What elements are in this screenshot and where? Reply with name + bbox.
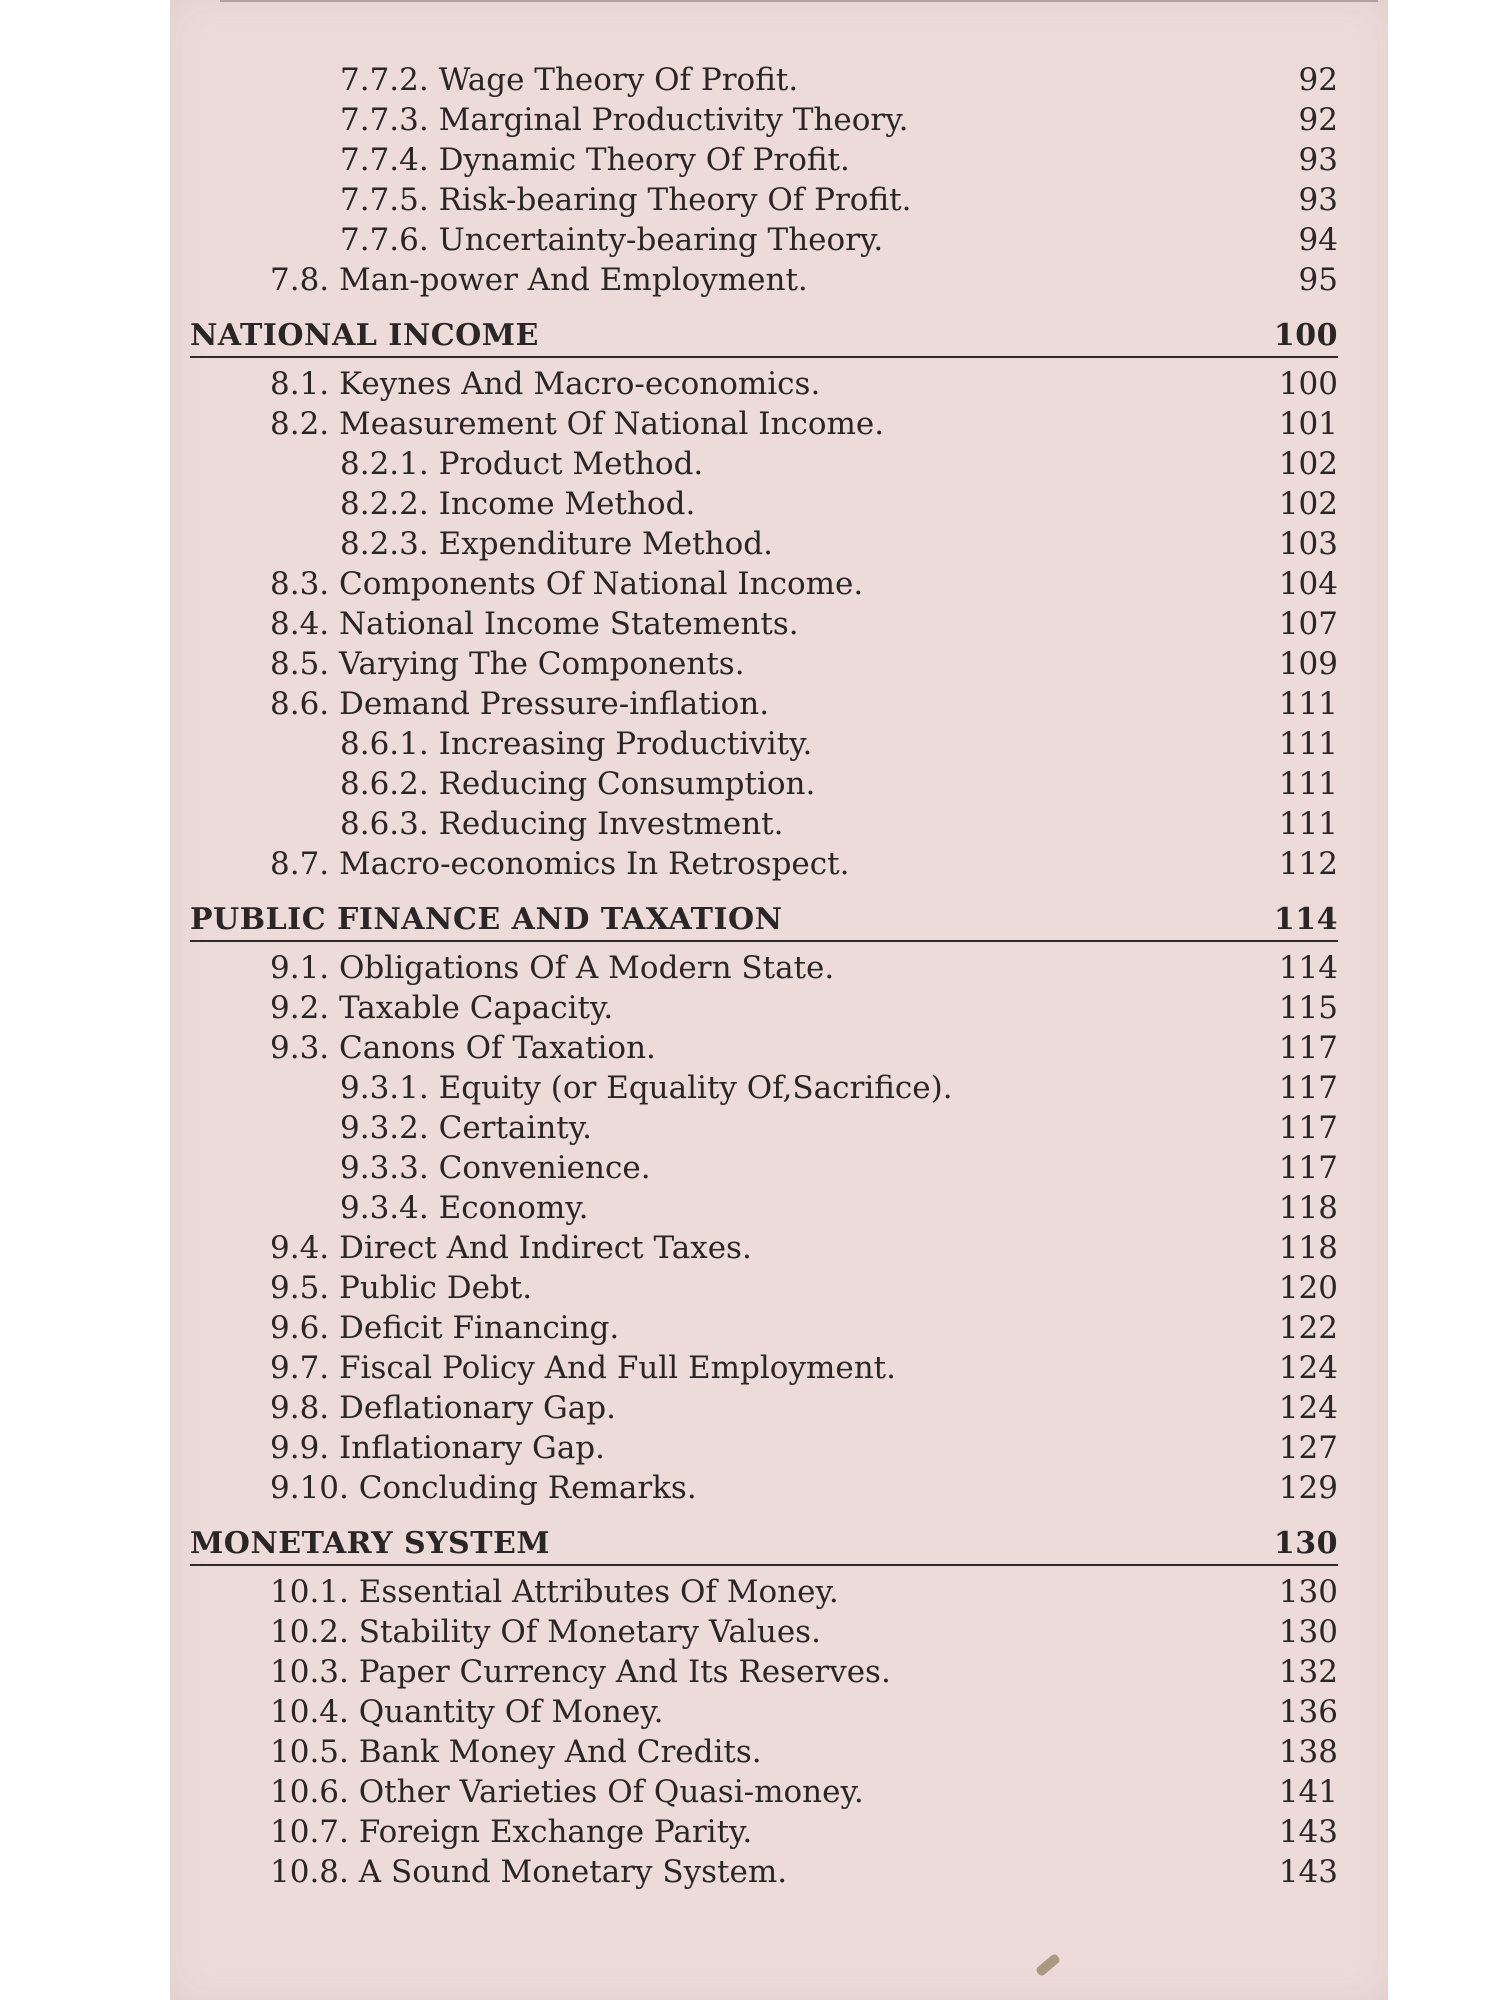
toc-entry-page: 118	[1278, 1230, 1338, 1266]
toc-entry-title	[270, 948, 834, 988]
table-of-contents	[190, 60, 1338, 1892]
toc-entry-number: 8.2.	[270, 406, 330, 442]
toc-entry-title	[270, 644, 745, 684]
toc-entry	[190, 1852, 1338, 1892]
toc-entry-text: Essential Attributes Of Money.	[358, 1574, 839, 1610]
toc-entry-page: 93	[1298, 182, 1338, 218]
toc-entry	[190, 1732, 1338, 1772]
toc-entry-number: 8.7.	[270, 846, 330, 882]
toc-entry-text: Demand Pressure-inflation.	[339, 686, 770, 722]
toc-entry-text: Product Method.	[438, 446, 704, 482]
toc-entry-title	[270, 1692, 663, 1732]
toc-entry-title	[340, 220, 883, 260]
toc-entry-number: 10.5.	[270, 1734, 349, 1770]
toc-entry-text: Paper Currency And Its Reserves.	[358, 1654, 891, 1690]
toc-entry-title	[270, 1228, 752, 1268]
toc-entry-page: 132	[1278, 1654, 1338, 1690]
toc-entry	[190, 764, 1338, 804]
toc-entry-title	[270, 364, 820, 404]
chapter-title: PUBLIC FINANCE AND TAXATION	[190, 902, 783, 937]
chapter-title: MONETARY SYSTEM	[190, 1526, 551, 1561]
toc-entry-text: Direct And Indirect Taxes.	[339, 1230, 752, 1266]
toc-entry-page: 111	[1278, 726, 1338, 762]
toc-entry-text: Canons Of Taxation.	[339, 1030, 656, 1066]
toc-entry-number: 8.5.	[270, 646, 330, 682]
toc-entry-number: 9.9.	[270, 1430, 330, 1466]
toc-entry-text: Other Varieties Of Quasi-money.	[358, 1774, 864, 1810]
chapter-heading	[190, 1524, 1338, 1566]
toc-entry-title	[270, 1428, 605, 1468]
toc-entry	[190, 1068, 1338, 1108]
toc-entry-title	[270, 260, 808, 300]
toc-entry-title	[340, 60, 798, 100]
toc-entry	[190, 724, 1338, 764]
toc-entry-text: Taxable Capacity.	[339, 990, 614, 1026]
toc-entry-page: 101	[1278, 406, 1338, 442]
toc-entry-page: 122	[1278, 1310, 1338, 1346]
chapter-heading	[190, 900, 1338, 942]
toc-entry-number: 10.1.	[270, 1574, 349, 1610]
toc-entry-number: 8.6.3.	[340, 806, 429, 842]
toc-entry-page: 107	[1278, 606, 1338, 642]
toc-entry-title	[270, 1268, 532, 1308]
toc-entry-title	[270, 1852, 787, 1892]
toc-entry-number: 8.4.	[270, 606, 330, 642]
toc-entry-number: 9.8.	[270, 1390, 330, 1426]
toc-entry	[190, 1812, 1338, 1852]
toc-entry-page: 111	[1278, 766, 1338, 802]
toc-entry-text: Inflationary Gap.	[339, 1430, 605, 1466]
toc-entry-page: 111	[1278, 806, 1338, 842]
toc-entry-title	[340, 804, 783, 844]
toc-entry-title	[340, 724, 812, 764]
toc-entry-page: 124	[1278, 1390, 1338, 1426]
toc-entry-text: A Sound Monetary System.	[358, 1854, 788, 1890]
toc-entry-title	[270, 1732, 762, 1772]
toc-entry-page: 130	[1278, 1574, 1338, 1610]
toc-entry	[190, 844, 1338, 884]
toc-entry	[190, 364, 1338, 404]
toc-entry-number: 9.3.2.	[340, 1110, 429, 1146]
toc-entry	[190, 524, 1338, 564]
toc-entry	[190, 1148, 1338, 1188]
toc-entry	[190, 1652, 1338, 1692]
toc-entry-text: Deficit Financing.	[339, 1310, 620, 1346]
toc-entry-number: 8.2.1.	[340, 446, 429, 482]
toc-entry	[190, 260, 1338, 300]
toc-entry-number: 8.2.3.	[340, 526, 429, 562]
toc-entry-title	[340, 524, 773, 564]
toc-entry	[190, 1308, 1338, 1348]
toc-entry-title	[270, 1812, 752, 1852]
toc-entry-page: 138	[1278, 1734, 1338, 1770]
page-blemish	[1035, 1953, 1061, 1977]
toc-entry-page: 130	[1278, 1614, 1338, 1650]
toc-entry-text: Obligations Of A Modern State.	[339, 950, 835, 986]
toc-entry-number: 9.3.1.	[340, 1070, 429, 1106]
toc-entry-title	[340, 444, 703, 484]
toc-entry-number: 9.5.	[270, 1270, 330, 1306]
toc-entry	[190, 644, 1338, 684]
toc-entry-title	[340, 1148, 651, 1188]
toc-entry-text: Dynamic Theory Of Profit.	[438, 142, 850, 178]
toc-entry-text: Equity (or Equality Of,Sacrifice).	[438, 1070, 953, 1106]
toc-entry-title	[270, 684, 769, 724]
toc-entry-page: 109	[1278, 646, 1338, 682]
toc-entry-text: Economy.	[438, 1190, 589, 1226]
toc-entry	[190, 604, 1338, 644]
toc-entry-page: 103	[1278, 526, 1338, 562]
toc-entry-text: Income Method.	[438, 486, 696, 522]
toc-entry-number: 9.4.	[270, 1230, 330, 1266]
toc-entry-title	[270, 1468, 697, 1508]
toc-entry-number: 8.6.2.	[340, 766, 429, 802]
toc-entry-number: 9.3.3.	[340, 1150, 429, 1186]
toc-entry-page: 114	[1278, 950, 1338, 986]
toc-entry-text: Risk-bearing Theory Of Profit.	[438, 182, 912, 218]
toc-entry	[190, 1572, 1338, 1612]
toc-entry-text: Stability Of Monetary Values.	[358, 1614, 821, 1650]
toc-entry-title	[340, 484, 695, 524]
toc-entry-page: 95	[1298, 262, 1338, 298]
toc-entry-text: Expenditure Method.	[438, 526, 773, 562]
toc-entry	[190, 484, 1338, 524]
toc-entry-page: 100	[1278, 366, 1338, 402]
toc-entry-number: 7.7.4.	[340, 142, 429, 178]
toc-entry	[190, 404, 1338, 444]
toc-entry	[190, 60, 1338, 100]
toc-entry	[190, 1028, 1338, 1068]
toc-entry-text: Convenience.	[438, 1150, 651, 1186]
toc-entry-number: 8.6.	[270, 686, 330, 722]
toc-entry-page: 104	[1278, 566, 1338, 602]
toc-entry-page: 129	[1278, 1470, 1338, 1506]
toc-entry-page: 112	[1278, 846, 1338, 882]
toc-entry-number: 7.7.5.	[340, 182, 429, 218]
toc-entry-text: Measurement Of National Income.	[339, 406, 885, 442]
toc-entry-page: 143	[1278, 1814, 1338, 1850]
toc-entry-page: 117	[1278, 1110, 1338, 1146]
toc-entry-text: Keynes And Macro-economics.	[339, 366, 821, 402]
toc-entry	[190, 1772, 1338, 1812]
toc-entry-title	[270, 988, 613, 1028]
toc-entry-number: 10.4.	[270, 1694, 349, 1730]
toc-entry-page: 117	[1278, 1030, 1338, 1066]
toc-entry-text: Foreign Exchange Parity.	[358, 1814, 753, 1850]
toc-entry-number: 9.10.	[270, 1470, 349, 1506]
toc-entry-title	[270, 1612, 821, 1652]
toc-entry-number: 9.6.	[270, 1310, 330, 1346]
toc-entry-number: 9.2.	[270, 990, 330, 1026]
toc-entry-page: 143	[1278, 1854, 1338, 1890]
toc-entry	[190, 1612, 1338, 1652]
top-rule	[220, 0, 1378, 2]
toc-entry-title	[340, 100, 908, 140]
toc-entry-text: Quantity Of Money.	[358, 1694, 664, 1730]
toc-entry-number: 10.3.	[270, 1654, 349, 1690]
toc-entry-number: 8.3.	[270, 566, 330, 602]
toc-entry-title	[270, 404, 884, 444]
toc-entry	[190, 444, 1338, 484]
toc-entry-text: Reducing Investment.	[438, 806, 784, 842]
toc-entry-number: 9.7.	[270, 1350, 330, 1386]
chapter-page: 130	[1273, 1526, 1338, 1561]
toc-entry	[190, 1468, 1338, 1508]
toc-entry-title	[270, 1308, 619, 1348]
toc-entry-title	[270, 1772, 864, 1812]
toc-entry-text: Fiscal Policy And Full Employment.	[339, 1350, 896, 1386]
toc-entry-text: Reducing Consumption.	[438, 766, 816, 802]
toc-entry-page: 115	[1278, 990, 1338, 1026]
toc-entry-page: 127	[1278, 1430, 1338, 1466]
toc-entry-text: National Income Statements.	[339, 606, 799, 642]
toc-entry-number: 8.1.	[270, 366, 330, 402]
toc-entry-title	[340, 140, 850, 180]
toc-entry-page: 93	[1298, 142, 1338, 178]
book-page	[170, 0, 1388, 2000]
toc-entry-page: 117	[1278, 1150, 1338, 1186]
toc-entry-title	[270, 1572, 839, 1612]
toc-entry-number: 10.6.	[270, 1774, 349, 1810]
chapter-page: 100	[1273, 318, 1338, 353]
toc-entry-number: 9.3.	[270, 1030, 330, 1066]
toc-entry	[190, 564, 1338, 604]
toc-entry-title	[340, 180, 911, 220]
toc-entry-title	[270, 1652, 891, 1692]
toc-entry	[190, 1388, 1338, 1428]
toc-entry-title	[340, 1068, 953, 1108]
chapter-heading	[190, 316, 1338, 358]
toc-entry-number: 10.2.	[270, 1614, 349, 1650]
toc-entry-number: 9.1.	[270, 950, 330, 986]
toc-entry-number: 7.7.2.	[340, 62, 429, 98]
toc-entry-page: 92	[1298, 62, 1338, 98]
toc-entry-title	[340, 764, 815, 804]
toc-entry-page: 111	[1278, 686, 1338, 722]
toc-entry-title	[270, 564, 863, 604]
toc-entry-page: 92	[1298, 102, 1338, 138]
toc-entry-text: Certainty.	[438, 1110, 593, 1146]
toc-entry-number: 10.7.	[270, 1814, 349, 1850]
toc-entry-title	[340, 1188, 589, 1228]
toc-entry-title	[270, 604, 799, 644]
toc-entry-text: Bank Money And Credits.	[358, 1734, 762, 1770]
toc-entry-text: Man-power And Employment.	[339, 262, 808, 298]
toc-entry-page: 118	[1278, 1190, 1338, 1226]
toc-entry	[190, 180, 1338, 220]
toc-entry-text: Deflationary Gap.	[339, 1390, 616, 1426]
toc-entry-title	[270, 1028, 656, 1068]
toc-entry-text: Macro-economics In Retrospect.	[339, 846, 850, 882]
toc-entry	[190, 948, 1338, 988]
chapter-page: 114	[1273, 902, 1338, 937]
toc-entry-page: 102	[1278, 446, 1338, 482]
toc-entry	[190, 140, 1338, 180]
toc-entry-text: Components Of National Income.	[339, 566, 864, 602]
toc-entry-page: 141	[1278, 1774, 1338, 1810]
toc-entry-text: Increasing Productivity.	[438, 726, 813, 762]
toc-entry	[190, 804, 1338, 844]
toc-entry-text: Public Debt.	[339, 1270, 533, 1306]
toc-entry	[190, 1428, 1338, 1468]
toc-entry-number: 8.2.2.	[340, 486, 429, 522]
toc-entry	[190, 1228, 1338, 1268]
toc-entry-page: 120	[1278, 1270, 1338, 1306]
toc-entry-title	[270, 1348, 896, 1388]
toc-entry-number: 7.7.3.	[340, 102, 429, 138]
toc-entry-number: 7.7.6.	[340, 222, 429, 258]
toc-entry-number: 8.6.1.	[340, 726, 429, 762]
toc-entry	[190, 1268, 1338, 1308]
toc-entry-page: 94	[1298, 222, 1338, 258]
toc-entry	[190, 1348, 1338, 1388]
toc-entry	[190, 684, 1338, 724]
toc-entry-number: 10.8.	[270, 1854, 349, 1890]
toc-entry-title	[270, 1388, 616, 1428]
toc-entry	[190, 988, 1338, 1028]
toc-entry-number: 7.8.	[270, 262, 330, 298]
toc-entry	[190, 1188, 1338, 1228]
toc-entry-text: Marginal Productivity Theory.	[438, 102, 909, 138]
toc-entry-text: Concluding Remarks.	[358, 1470, 697, 1506]
toc-entry	[190, 220, 1338, 260]
toc-entry	[190, 1108, 1338, 1148]
toc-entry-text: Uncertainty-bearing Theory.	[438, 222, 884, 258]
toc-entry-page: 117	[1278, 1070, 1338, 1106]
toc-entry-page: 102	[1278, 486, 1338, 522]
toc-entry	[190, 1692, 1338, 1732]
toc-entry-page: 124	[1278, 1350, 1338, 1386]
toc-entry-text: Wage Theory Of Profit.	[438, 62, 799, 98]
chapter-title: NATIONAL INCOME	[190, 318, 539, 353]
toc-entry-number: 9.3.4.	[340, 1190, 429, 1226]
toc-entry-title	[270, 844, 849, 884]
toc-entry-page: 136	[1278, 1694, 1338, 1730]
toc-entry-title	[340, 1108, 592, 1148]
toc-entry	[190, 100, 1338, 140]
toc-entry-text: Varying The Components.	[339, 646, 745, 682]
